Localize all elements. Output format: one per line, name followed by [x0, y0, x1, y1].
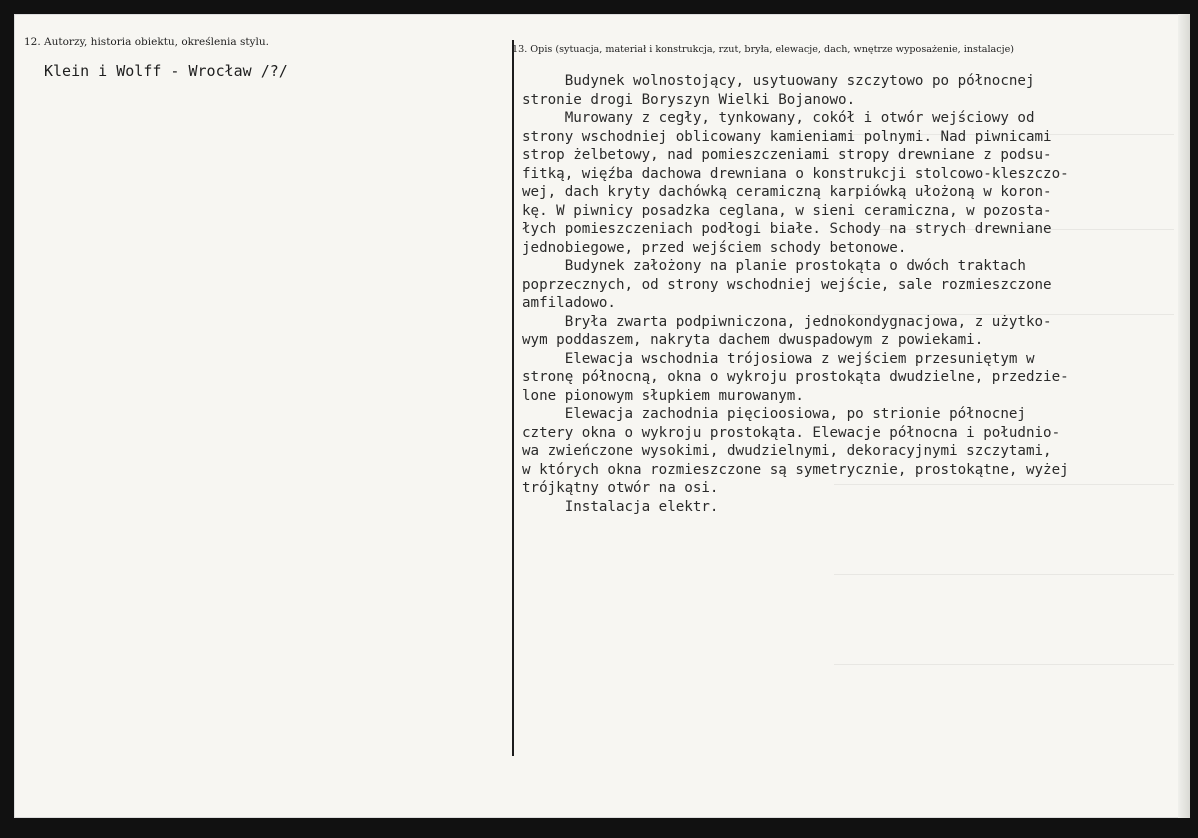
description-line: stronie drogi Boryszyn Wielki Bojanowo.: [522, 91, 856, 108]
description-line: kę. W piwnicy posadzka ceglana, w sieni ceramiczna, w pozosta-: [522, 202, 1052, 219]
description-line: Bryła zwarta podpiwniczona, jednokondygnacjowa, z użytko-: [522, 313, 1052, 330]
description-line: strony wschodniej oblicowany kamieniami polnymi. Nad piwnicami: [522, 128, 1052, 145]
section-13-description: [522, 72, 1172, 516]
description-line: Elewacja zachodnia pięcioosiowa, po strionie północnej: [522, 406, 1026, 422]
page-edge-shadow: [1178, 14, 1190, 818]
description-line: poprzecznych, od strony wschodniej wejście, sale rozmieszczone: [522, 276, 1052, 293]
description-line: w których okna rozmieszczone są symetrycznie, prostokątne, wyżej: [522, 461, 1069, 478]
description-line: Instalacja elektr.: [522, 498, 719, 515]
description-line: łych pomieszczeniach podłogi białe. Schody na strych drewniane: [522, 221, 1052, 237]
description-line: jednobiegowe, przed wejściem schody betonowe.: [522, 239, 907, 256]
column-divider: [512, 40, 514, 756]
description-line: wym poddaszem, nakryta dachem dwuspadowym z powiekami.: [522, 332, 984, 348]
section-13-header: 13. Opis (sytuacja, materiał i konstrukcja, rzut, bryła, elewacje, dach, wnętrze wyposażenie, instalacje): [512, 44, 1015, 55]
description-line: amfiladowo.: [522, 295, 616, 311]
section-12-header: 12. Autorzy, historia obiektu, określenia stylu.: [24, 36, 269, 48]
description-line: Elewacja wschodnia trójosiowa z wejściem przesuniętym w: [522, 350, 1035, 367]
description-line: Budynek wolnostojący, usytuowany szczytowo po północnej: [522, 73, 1035, 89]
description-line: wej, dach kryty dachówką ceramiczną karpiówką ułożoną w koron-: [522, 184, 1052, 200]
show-through-line: [834, 574, 1174, 575]
description-line: Budynek założony na planie prostokąta o dwóch traktach: [522, 258, 1026, 274]
description-line: stronę północną, okna o wykroju prostokąta dwudzielne, przedzie-: [522, 369, 1069, 385]
description-line: wa zwieńczone wysokimi, dwudzielnymi, dekoracyjnymi szczytami,: [522, 443, 1052, 459]
description-line: fitką, więźba dachowa drewniana o konstrukcji stolcowo-kleszczo-: [522, 165, 1069, 182]
show-through-line: [834, 664, 1174, 665]
description-line: Murowany z cegły, tynkowany, cokół i otwór wejściowy od: [522, 110, 1035, 126]
description-line: strop żelbetowy, nad pomieszczeniami stropy drewniane z podsu-: [522, 147, 1052, 163]
description-line: trójkątny otwór na osi.: [522, 480, 719, 496]
description-line: lone pionowym słupkiem murowanym.: [522, 387, 804, 404]
section-12-authors: Klein i Wolff - Wrocław /?/: [44, 62, 288, 80]
description-line: cztery okna o wykroju prostokąta. Elewacje północna i południo-: [522, 424, 1061, 441]
